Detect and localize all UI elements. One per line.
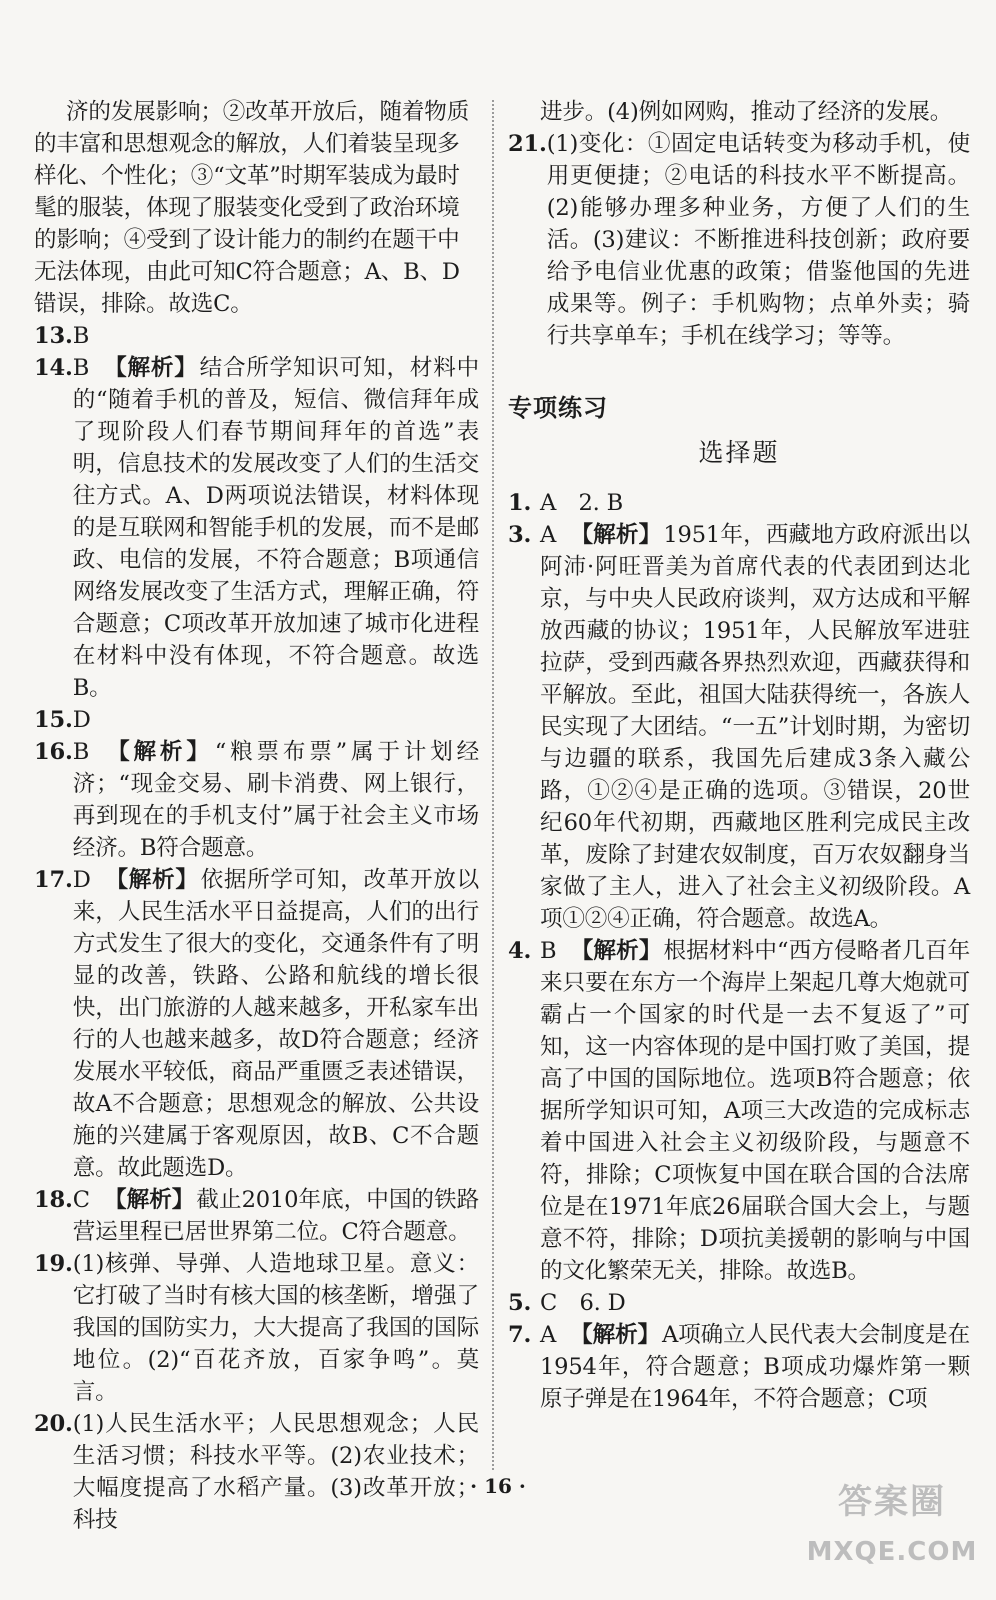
answer-choice: B bbox=[72, 355, 90, 381]
section-title: 专项练习 bbox=[508, 394, 608, 422]
page-number: · 16 · bbox=[470, 1474, 526, 1498]
answer-body bbox=[540, 1319, 970, 1415]
answer-body bbox=[73, 1408, 479, 1536]
answer-choice: A bbox=[540, 1322, 557, 1348]
answer-item bbox=[34, 736, 479, 864]
answer-text: A 2. B bbox=[540, 490, 624, 516]
question-number: 5. bbox=[508, 1290, 532, 1316]
answer-body bbox=[73, 1248, 479, 1408]
answer-body bbox=[540, 1287, 970, 1319]
answer-body bbox=[540, 487, 970, 519]
answer-item bbox=[508, 96, 970, 128]
analysis-tag: 【解析】 bbox=[570, 1322, 660, 1348]
answer-text: 依据所学可知，改革开放以来，人民生活水平日益提高，人们的出行方式发生了很大的变化，交通条件有了明显的改善，铁路、公路和航线的增长很快，出门旅游的人越来越多，开私家车出行的人也越来越多，故D符合题意；经济发展水平较低，商品严重匮乏表述错误，故A不合题意；思想观念的解放、公共设施的兴建属于客观原因，故B、C不合题意。故此题选D。 bbox=[72, 867, 479, 1181]
answer-body bbox=[34, 99, 469, 317]
question-number: 15. bbox=[34, 707, 73, 733]
answer-item bbox=[508, 519, 970, 935]
answer-text: 济的发展影响；②改革开放后，随着物质的丰富和思想观念的解放，人们着装呈现多样化、个性化；③“文革”时期军装成为最时髦的服装，体现了服装变化受到了政治环境的影响；④受到了设计能力的制约在题干中无法体现，由此可知C符合题意；A、B、D错误，排除。故选C。 bbox=[34, 99, 470, 317]
answer-body bbox=[540, 935, 970, 1287]
answer-text: (1)变化：①固定电话转变为移动手机，使用更便捷；②电话的科技水平不断提高。(2)能够办理多种业务，方便了人们的生活。(3)建议：不断推进科技创新；政府要给予电信业优惠的政策；借鉴他国的先进成果等。例子：手机购物；点单外卖；骑行共享单车；手机在线学习；等等。 bbox=[546, 131, 970, 349]
answer-body bbox=[547, 128, 970, 352]
answer-choice: B bbox=[72, 739, 90, 765]
answer-body bbox=[73, 736, 479, 864]
question-number: 21. bbox=[508, 131, 547, 157]
question-number: 14. bbox=[34, 355, 73, 381]
analysis-tag: 【解析】 bbox=[570, 938, 662, 964]
right-bottom-answers bbox=[508, 487, 970, 1415]
right-column bbox=[508, 96, 970, 1415]
analysis-tag: 【解析】 bbox=[104, 867, 199, 893]
analysis-tag: 【解析】 bbox=[103, 355, 198, 381]
question-number: 13. bbox=[34, 323, 73, 349]
answer-body bbox=[73, 352, 479, 704]
answer-choice: D bbox=[72, 867, 91, 893]
answer-item bbox=[34, 1248, 479, 1408]
question-number: 17. bbox=[34, 867, 73, 893]
answer-item bbox=[508, 1319, 970, 1415]
question-number: 7. bbox=[508, 1322, 532, 1348]
question-number: 1. bbox=[508, 490, 532, 516]
answer-text: 1951年，西藏地方政府派出以阿沛·阿旺晋美为首席代表的代表团到达北京，与中央人民政府谈判，双方达成和平解放西藏的协议；1951年，人民解放军进驻拉萨，受到西藏各界热烈欢迎，西藏获得和平解放。至此，祖国大陆获得统一，各族人民实现了大团结。“一五”计划时期，为密切与边疆的联系，我国先后建成3条入藏公路，①②④是正确的选项。③错误，20世纪60年代初期，西藏地区胜利完成民主改革，废除了封建农奴制度，百万农奴翻身当家做了主人，进入了社会主义初级阶段。A项①②④正确，符合题意。故选A。 bbox=[540, 522, 971, 932]
answer-item bbox=[34, 864, 479, 1184]
answer-text: 结合所学知识可知，材料中的“随着手机的普及，短信、微信拜年成了现阶段人们春节期间拜年的首选”表明，信息技术的发展改变了人们的生活交往方式。A、D两项说法错误，材料体现的是互联网和智能手机的发展，而不是邮政、电信的发展，不符合题意；B项通信网络发展改变了生活方式，理解正确，符合题意；C项改革开放加速了城市化进程在材料中没有体现，不符合题意。故选B。 bbox=[72, 355, 480, 701]
question-number: 20. bbox=[34, 1411, 73, 1437]
answer-item bbox=[508, 1287, 970, 1319]
analysis-tag: 【解析】 bbox=[570, 522, 662, 548]
answer-text: 根据材料中“西方侵略者几百年来只要在东方一个海岸上架起几尊大炮就可霸占一个国家的时代是一去不复返了”可知，这一内容体现的是中国打败了美国，提高了中国的国际地位。选项B符合题意；依据所学知识可知，A项三大改造的完成标志着中国进入社会主义初级阶段，与题意不符，排除；C项恢复中国在联合国的合法席位是在1971年底26届联合国大会上，与题意不符，排除；D项抗美援朝的影响与中国的文化繁荣无关，排除。故选B。 bbox=[540, 938, 970, 1284]
answer-text: C 6. D bbox=[540, 1290, 626, 1316]
question-number: 4. bbox=[508, 938, 532, 964]
answer-choice: C bbox=[72, 1187, 90, 1213]
answer-body bbox=[508, 99, 952, 125]
answer-body bbox=[73, 704, 479, 736]
question-number: 16. bbox=[34, 739, 73, 765]
answer-item bbox=[34, 1184, 479, 1248]
answer-text: A项确立人民代表大会制度是在1954年，符合题意；B项成功爆炸第一颗原子弹是在1964年，不符合题意；C项 bbox=[540, 1322, 970, 1412]
left-column bbox=[34, 96, 479, 1536]
right-top-answers bbox=[508, 96, 970, 352]
answer-body bbox=[73, 320, 479, 352]
answer-body bbox=[73, 1184, 479, 1248]
answer-text: (1)人民生活水平；人民思想观念；人民生活习惯；科技水平等。(2)农业技术；大幅度提高了水稻产量。(3)改革开放；科技 bbox=[72, 1411, 479, 1533]
answer-item bbox=[508, 128, 970, 352]
question-number: 19. bbox=[34, 1251, 73, 1277]
answer-item bbox=[508, 935, 970, 1287]
answer-body bbox=[73, 864, 479, 1184]
answer-item bbox=[34, 320, 479, 352]
watermark-logo: 答案圈 bbox=[838, 1482, 946, 1522]
answer-text: D bbox=[72, 707, 91, 733]
answer-item bbox=[34, 1408, 479, 1536]
answer-text: B bbox=[72, 323, 90, 349]
answer-choice: B bbox=[540, 938, 557, 964]
answer-choice: A bbox=[540, 522, 557, 548]
question-number: 18. bbox=[34, 1187, 73, 1213]
answer-item bbox=[34, 704, 479, 736]
answer-text: 截止2010年底，中国的铁路营运里程已居世界第二位。C符合题意。 bbox=[72, 1187, 480, 1245]
answer-item bbox=[508, 487, 970, 519]
analysis-tag: 【解析】 bbox=[103, 739, 213, 765]
answer-text: (1)核弹、导弹、人造地球卫星。意义：它打破了当时有核大国的核垄断，增强了我国的国防实力，大大提高了我国的国际地位。(2)“百花齐放，百家争鸣”。莫言。 bbox=[72, 1251, 479, 1405]
watermark bbox=[806, 1472, 978, 1592]
analysis-tag: 【解析】 bbox=[103, 1187, 195, 1213]
column-divider bbox=[492, 100, 494, 1470]
answer-text: “粮票布票”属于计划经济；“现金交易、刷卡消费、网上银行，再到现在的手机支付”属于社会主义市场经济。B符合题意。 bbox=[72, 739, 479, 861]
answer-text: 进步。(4)例如网购，推动了经济的发展。 bbox=[540, 99, 953, 125]
answer-item bbox=[34, 352, 479, 704]
sub-title: 选择题 bbox=[698, 438, 780, 467]
answer-body bbox=[540, 519, 970, 935]
question-number: 3. bbox=[508, 522, 532, 548]
answer-item bbox=[34, 96, 479, 320]
watermark-url: MXQE.COM bbox=[806, 1537, 978, 1567]
